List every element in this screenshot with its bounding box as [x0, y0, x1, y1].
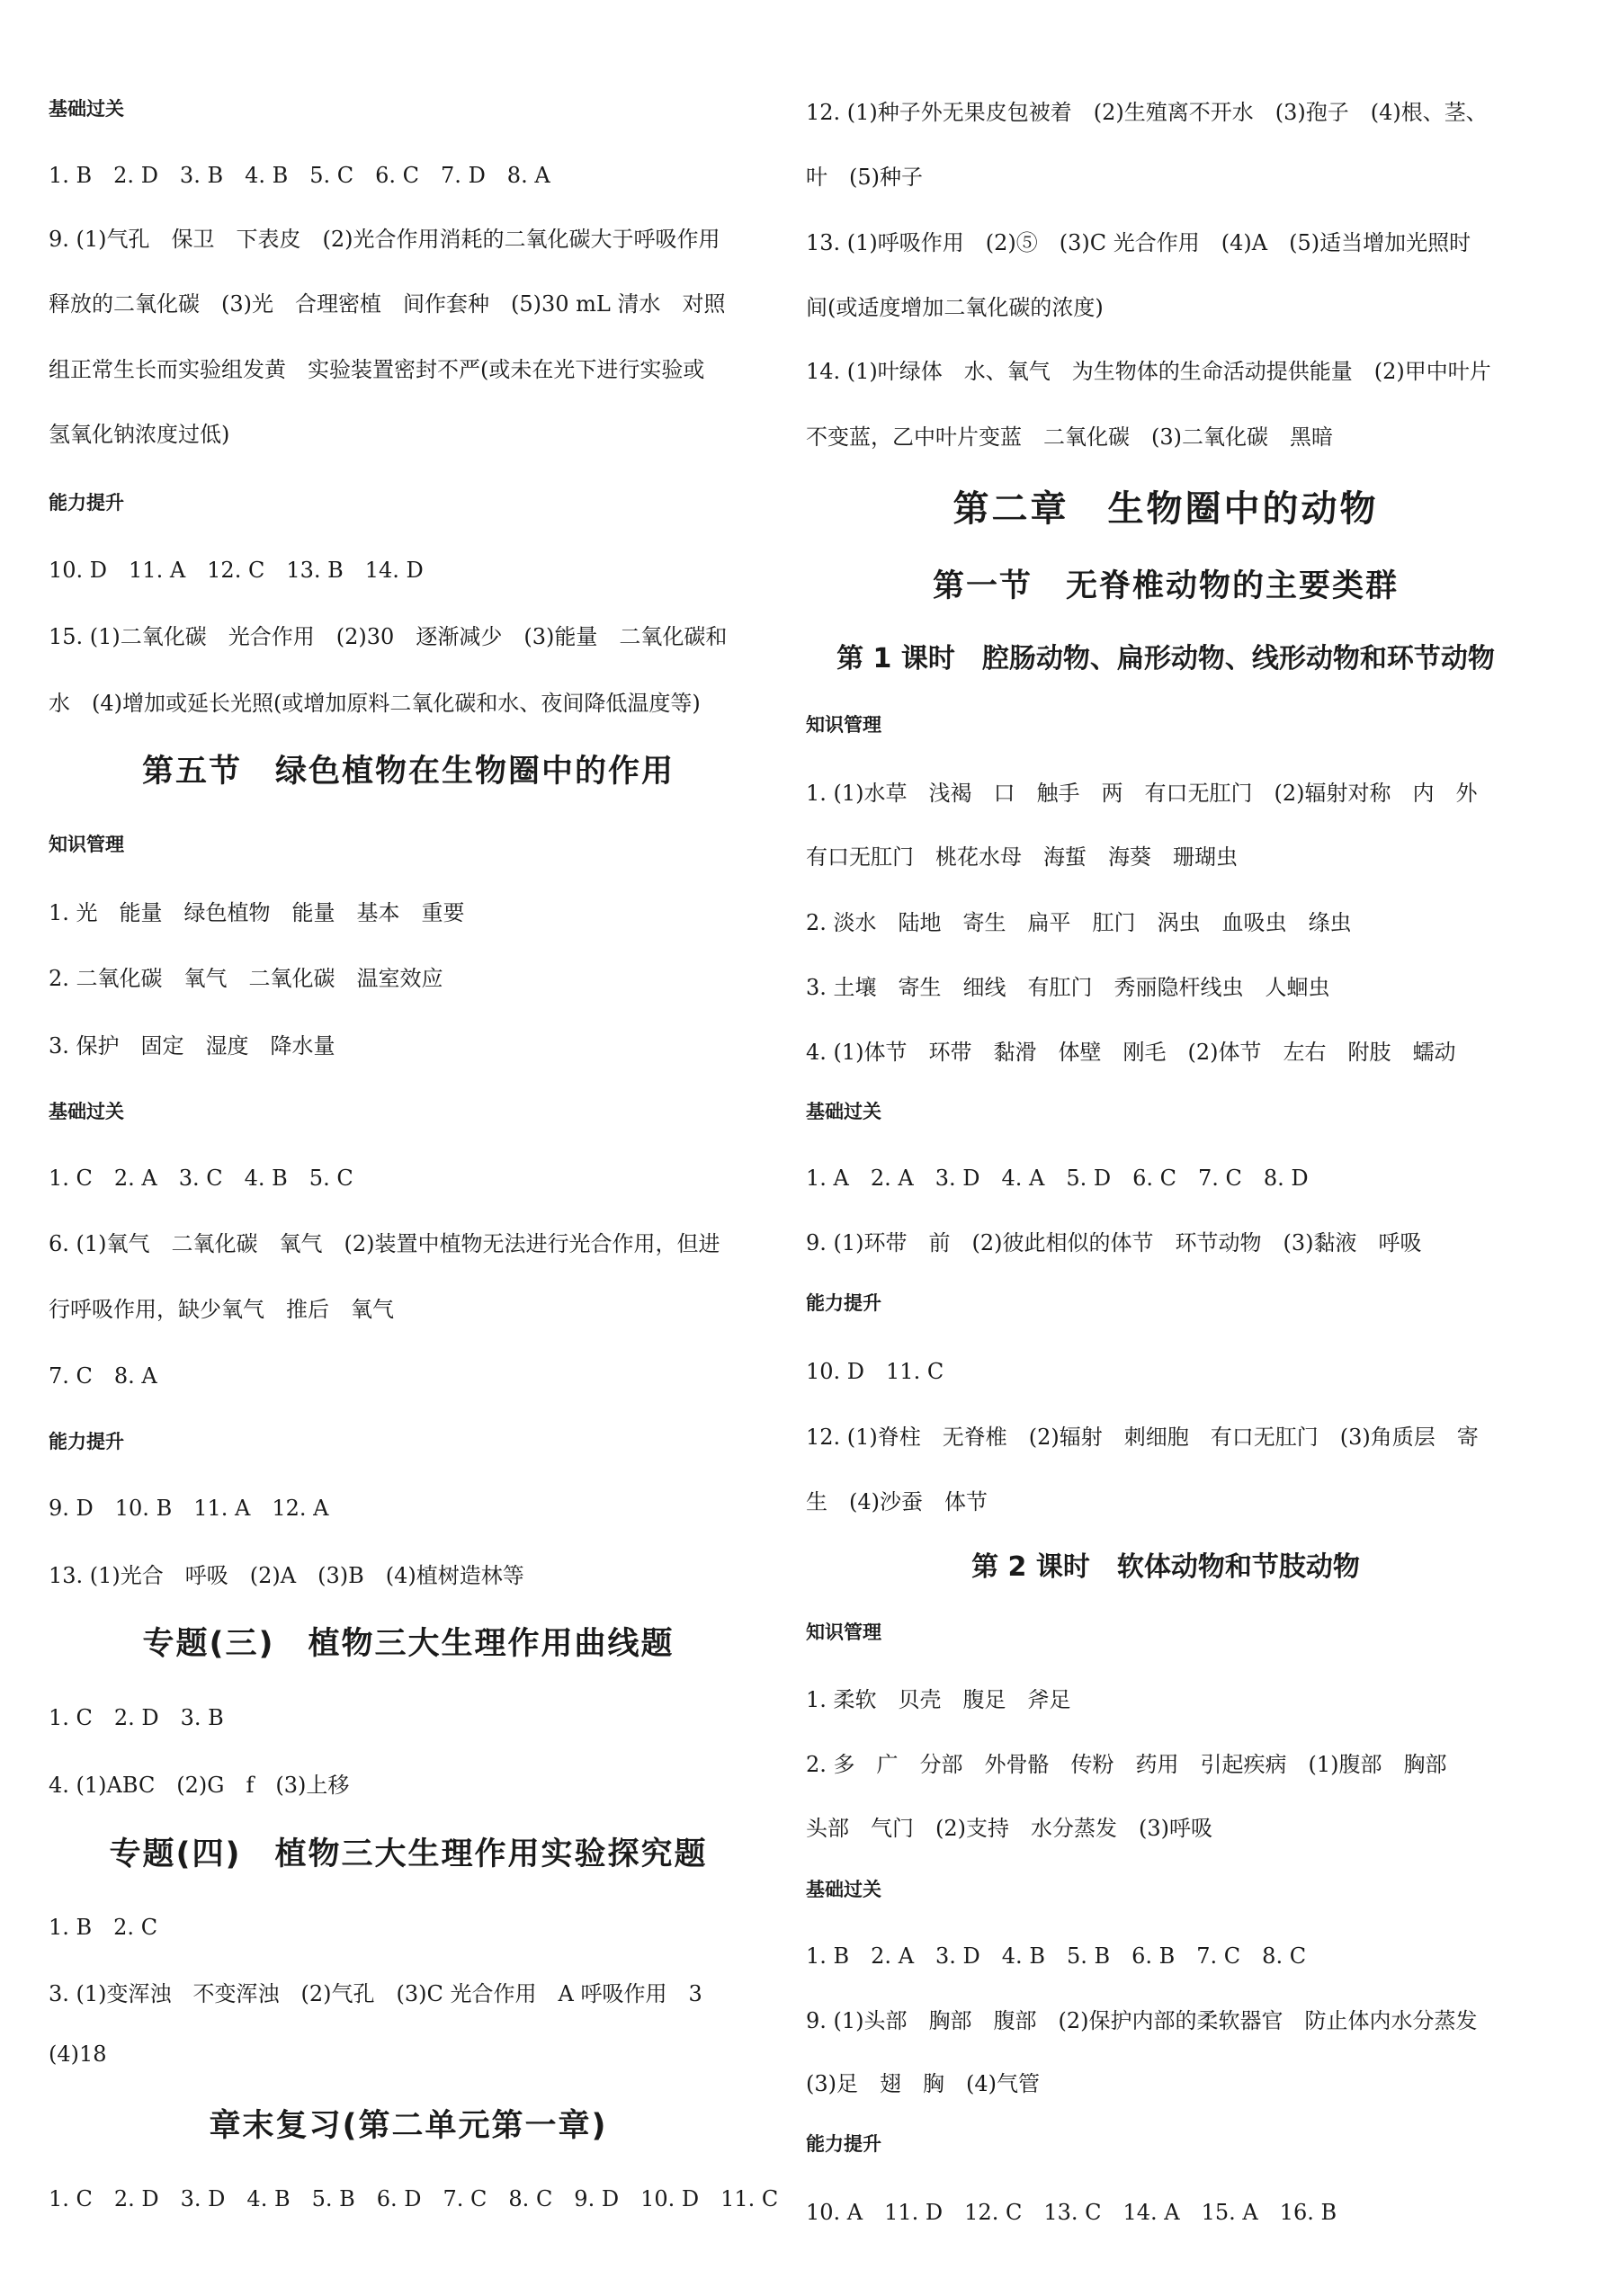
answer-line: 1. C 2. A 3. C 4. B 5. C — [49, 1166, 353, 1191]
answer-line: 9. (1)环带 前 (2)彼此相似的体节 环节动物 (3)黏液 呼吸 — [806, 1230, 1422, 1255]
answer-line: 水 (4)增加或延长光照(或增加原料二氧化碳和水、夜间降低温度等) — [49, 691, 701, 716]
answer-line: 9. (1)头部 胸部 腹部 (2)保护内部的柔软器官 防止体内水分蒸发 — [806, 2008, 1478, 2033]
answer-line: 15. (1)二氧化碳 光合作用 (2)30 逐渐减少 (3)能量 二氧化碳和 — [49, 624, 728, 649]
section-heading: 第五节 绿色植物在生物圈中的作用 — [141, 754, 675, 790]
answer-line: 1. B 2. A 3. D 4. B 5. B 6. B 7. C 8. C — [806, 1943, 1307, 1969]
subsection-label: 知识管理 — [806, 714, 881, 736]
answer-line: 7. C 8. A — [49, 1363, 157, 1389]
answer-line: 1. A 2. A 3. D 4. A 5. D 6. C 7. C 8. D — [806, 1166, 1309, 1191]
answer-line: 10. D 11. C — [806, 1359, 944, 1384]
subsection-label: 知识管理 — [49, 834, 124, 855]
answer-line: 有口无肛门 桃花水母 海蜇 海葵 珊瑚虫 — [806, 844, 1238, 870]
answer-line: 叶 (5)种子 — [806, 165, 923, 190]
answer-line: 3. (1)变浑浊 不变浑浊 (2)气孔 (3)C 光合作用 A 呼吸作用 3 — [49, 1981, 702, 2006]
answer-line: (3)足 翅 胸 (4)气管 — [806, 2071, 1040, 2096]
lesson-heading: 第 2 课时 软体动物和节肢动物 — [971, 1551, 1360, 1583]
subsection-label: 基础过关 — [49, 1101, 124, 1122]
answer-line: 2. 淡水 陆地 寄生 扁平 肛门 涡虫 血吸虫 绦虫 — [806, 910, 1352, 935]
answer-line: 3. 保护 固定 湿度 降水量 — [49, 1033, 335, 1059]
lesson-heading: 第 1 课时 腔肠动物、扁形动物、线形动物和环节动物 — [836, 643, 1495, 675]
subsection-label: 能力提升 — [49, 1431, 124, 1452]
subsection-label: 能力提升 — [49, 492, 124, 514]
answer-line: 13. (1)光合 呼吸 (2)A (3)B (4)植树造林等 — [49, 1563, 524, 1588]
answer-line: 12. (1)种子外无果皮包被着 (2)生殖离不开水 (3)孢子 (4)根、茎、 — [806, 100, 1488, 125]
answer-line: 1. B 2. C — [49, 1915, 158, 1940]
section-heading: 专题(四) 植物三大生理作用实验探究题 — [109, 1836, 708, 1872]
answer-line: 1. 柔软 贝壳 腹足 斧足 — [806, 1687, 1071, 1712]
answer-line: 不变蓝，乙中叶片变蓝 二氧化碳 (3)二氧化碳 黑暗 — [806, 424, 1333, 450]
answer-line: 1. C 2. D 3. D 4. B 5. B 6. D 7. C 8. C 9. D 10. D 11. C — [49, 2186, 779, 2211]
answer-line: 组正常生长而实验组发黄 实验装置密封不严(或未在光下进行实验或 — [49, 357, 705, 382]
answer-line: (4)18 — [49, 2041, 107, 2067]
section-heading: 章末复习(第二单元第一章) — [209, 2108, 608, 2144]
answer-line: 2. 二氧化碳 氧气 二氧化碳 温室效应 — [49, 966, 443, 991]
answer-line: 生 (4)沙蚕 体节 — [806, 1489, 988, 1514]
subsection-label: 能力提升 — [806, 2133, 881, 2155]
answer-line: 释放的二氧化碳 (3)光 合理密植 间作套种 (5)30 mL 清水 对照 — [49, 291, 726, 317]
answer-line: 行呼吸作用，缺少氧气 推后 氧气 — [49, 1297, 394, 1322]
chapter-heading: 第二章 生物圈中的动物 — [953, 488, 1379, 530]
subsection-label: 知识管理 — [806, 1621, 881, 1643]
answer-line: 1. (1)水草 浅褐 口 触手 两 有口无肛门 (2)辐射对称 内 外 — [806, 781, 1478, 806]
subsection-label: 基础过关 — [806, 1879, 881, 1900]
answer-line: 13. (1)呼吸作用 (2)⑤ (3)C 光合作用 (4)A (5)适当增加光照时 — [806, 230, 1471, 255]
answer-line: 头部 气门 (2)支持 水分蒸发 (3)呼吸 — [806, 1816, 1212, 1841]
subsection-label: 基础过关 — [49, 98, 124, 120]
section-heading: 专题(三) 植物三大生理作用曲线题 — [142, 1626, 675, 1662]
answer-line: 6. (1)氧气 二氧化碳 氧气 (2)装置中植物无法进行光合作用，但进 — [49, 1231, 720, 1256]
answer-line: 2. 多 广 分部 外骨骼 传粉 药用 引起疾病 (1)腹部 胸部 — [806, 1752, 1447, 1777]
subsection-label: 基础过关 — [806, 1101, 881, 1122]
answer-line: 1. C 2. D 3. B — [49, 1705, 224, 1730]
answer-line: 9. D 10. B 11. A 12. A — [49, 1496, 329, 1521]
answer-line: 1. 光 能量 绿色植物 能量 基本 重要 — [49, 900, 465, 925]
answer-line: 4. (1)体节 环带 黏滑 体壁 刚毛 (2)体节 左右 附肢 蠕动 — [806, 1040, 1456, 1065]
subsection-label: 能力提升 — [806, 1292, 881, 1314]
answer-line: 10. D 11. A 12. C 13. B 14. D — [49, 558, 424, 583]
answer-line: 1. B 2. D 3. B 4. B 5. C 6. C 7. D 8. A — [49, 163, 550, 188]
answer-line: 14. (1)叶绿体 水、氧气 为生物体的生命活动提供能量 (2)甲中叶片 — [806, 359, 1491, 384]
answer-line: 4. (1)ABC (2)G f (3)上移 — [49, 1773, 350, 1798]
answer-line: 9. (1)气孔 保卫 下表皮 (2)光合作用消耗的二氧化碳大于呼吸作用 — [49, 227, 720, 252]
answer-line: 间(或适度增加二氧化碳的浓度) — [806, 295, 1104, 320]
answer-line: 10. A 11. D 12. C 13. C 14. A 15. A 16. B — [806, 2200, 1337, 2225]
answer-line: 3. 土壤 寄生 细线 有肛门 秀丽隐杆线虫 人蛔虫 — [806, 975, 1330, 1000]
answer-line: 12. (1)脊柱 无脊椎 (2)辐射 刺细胞 有口无肛门 (3)角质层 寄 — [806, 1425, 1479, 1450]
section-heading: 第一节 无脊椎动物的主要类群 — [932, 568, 1399, 604]
answer-line: 氢氧化钠浓度过低) — [49, 422, 230, 447]
